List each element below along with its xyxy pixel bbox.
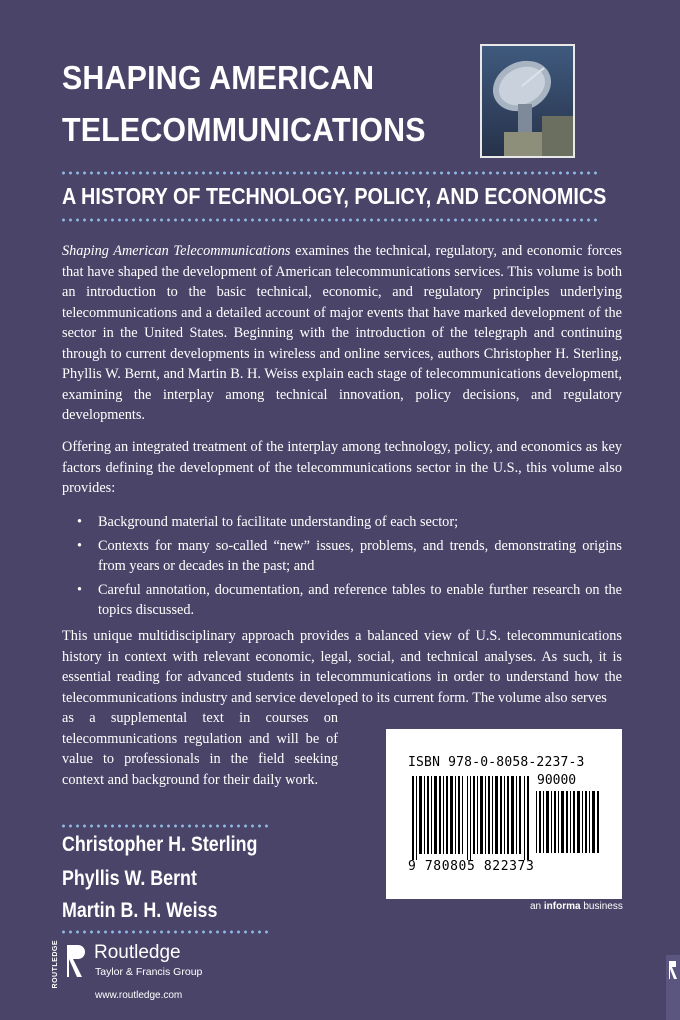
book-title [62,52,426,156]
isbn-barcode [386,729,622,899]
informa-brand: informa [543,901,581,912]
paragraph-1-text: examines the technical, regulatory, and economic forces that have shaped the development of American telecommunications services. This volume is both an introduction to the basic technical, economic, and regulatory principles underlying telecommunications and a detailed account of major events that have marked development of the sector in the United States. Beginning with the introduction of the telegraph and continuing through to current developments in wireless and online services, authors Christopher H. Sterling, Phyllis W. Bernt, and Martin B. H. Weiss explain each stage of telecommunications development, examining the interplay among technical innovation, policy decisions, and regulatory developments. [62,243,622,423]
barcode-addon-bars [536,791,600,853]
publisher-group: Taylor & Francis Group [95,966,203,978]
book-title-line-2: TELECOMMUNICATIONS [62,111,426,148]
list-item-text: Careful annotation, documentation, and reference tables to enable further research on the topics discussed. [98,581,622,618]
routledge-r-logo-icon [64,942,88,980]
author-name-3: Martin B. H. Weiss [62,899,218,922]
barcode-main-bars [412,776,530,860]
routledge-vertical-logo: ROUTLEDGE [52,940,59,989]
description-paragraph-2: Offering an integrated treatment of the interplay among technology, policy, and economics as key factors defining the development of the telecommunications sector in the U.S., this volume also provides: [62,439,622,496]
list-item-text: Contexts for many so-called “new” issues, problems, and trends, demonstrating origins from years or decades in the past; and [98,537,622,574]
dotted-divider-authors-bottom [60,930,270,934]
barcode-digits: 9 780805 822373 [408,859,535,874]
bullet-icon: • [77,581,83,598]
book-subtitle: A HISTORY OF TECHNOLOGY, POLICY, AND ECONOMICS [62,183,607,209]
list-item [62,580,622,621]
description-paragraph-3: This unique multidisciplinary approach provides a balanced view of U.S. telecommunications history in context with relevant economic, legal, social, and technical analyses. As such, it is essential reading for advanced students in telecommunications in order to understand how the telecommunications industry and service developed to its current form. The volume also serves [62,628,622,706]
book-title-line-1: SHAPING AMERICAN [62,59,375,96]
feature-list [62,512,622,621]
dotted-divider-authors-top [60,824,270,828]
informa-business-label: an informa business [530,901,623,912]
isbn-number: ISBN 978-0-8058-2237-3 [408,755,585,770]
description-paragraph-1 [62,241,622,426]
book-title-italic: Shaping American Telecommunications [62,243,291,259]
list-item [62,512,622,533]
dotted-divider-top [60,171,598,175]
corner-routledge-mark-icon [662,955,680,1020]
satellite-dish-image [480,44,575,158]
author-name-2: Phyllis W. Bernt [62,867,197,890]
author-name-1: Christopher H. Sterling [62,833,258,856]
bullet-icon: • [77,537,83,554]
list-item [62,536,622,577]
bullet-icon: • [77,514,83,530]
list-item-text: Background material to facilitate understanding of each sector; [98,514,459,530]
publisher-name: Routledge [94,942,181,963]
publisher-url[interactable]: www.routledge.com [95,990,183,1001]
price-code: 90000 [537,773,577,788]
description-paragraph-3-continued: as a supplemental text in courses on telecommunications regulation and will be of value to professionals in the field seeking context and background for their daily work. [62,710,338,788]
dotted-divider-middle [60,218,598,222]
